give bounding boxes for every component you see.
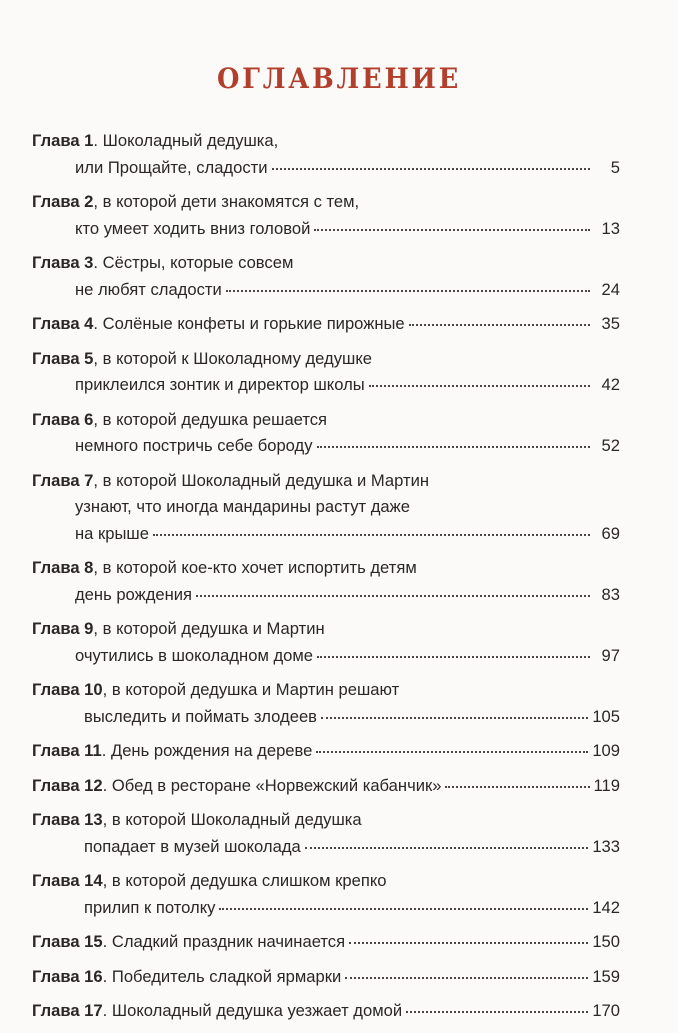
chapter-separator: . bbox=[93, 131, 99, 150]
dot-leader bbox=[321, 717, 588, 719]
chapter-title-line: в которой дети знакомятся с тем, bbox=[102, 192, 360, 211]
page-number: 5 bbox=[610, 157, 620, 177]
dot-leader bbox=[445, 786, 589, 788]
chapter-label: Глава 3 bbox=[32, 253, 94, 272]
page-number: 24 bbox=[601, 279, 620, 299]
page-number: 119 bbox=[593, 775, 620, 795]
chapter-label: Глава 1 bbox=[32, 131, 94, 150]
toc-entry[interactable] bbox=[32, 677, 620, 730]
chapter-separator: . bbox=[102, 775, 108, 795]
dot-leader bbox=[349, 942, 588, 944]
chapter-label: Глава 17 bbox=[32, 1001, 103, 1020]
chapter-title-line: в которой к Шоколадному дедушке bbox=[102, 348, 372, 368]
chapter-separator: , bbox=[93, 558, 99, 577]
page-number: 42 bbox=[601, 375, 620, 394]
toc-entry[interactable] bbox=[32, 346, 620, 399]
dot-leader bbox=[314, 229, 590, 231]
toc-entry[interactable] bbox=[32, 998, 620, 1025]
chapter-separator: , bbox=[93, 470, 99, 490]
toc-entry[interactable] bbox=[32, 311, 620, 338]
chapter-label: Глава 9 bbox=[32, 619, 94, 638]
dot-leader bbox=[196, 595, 590, 597]
toc-entry[interactable] bbox=[32, 250, 620, 303]
toc-entry[interactable] bbox=[32, 773, 620, 800]
chapter-title-line: в которой кое-кто хочет испортить детям bbox=[102, 558, 417, 577]
chapter-title-line: Шоколадный дедушка, bbox=[102, 131, 279, 150]
page-number: 133 bbox=[592, 836, 620, 856]
chapter-title-line: в которой дедушка и Мартин решают bbox=[111, 680, 400, 699]
chapter-title-line: Шоколадный дедушка уезжает домой bbox=[111, 1001, 403, 1020]
chapter-title-line: прилип к потолку bbox=[84, 897, 216, 917]
chapter-label: Глава 2 bbox=[32, 192, 94, 211]
chapter-title-line: узнают, что иногда мандарины растут даже bbox=[75, 497, 410, 516]
dot-leader bbox=[409, 324, 590, 326]
chapter-separator: , bbox=[93, 619, 99, 638]
chapter-title-line: очутились в шоколадном доме bbox=[75, 645, 314, 665]
chapter-label: Глава 11 bbox=[32, 741, 102, 760]
toc-entry[interactable] bbox=[32, 807, 620, 860]
chapter-title-line: в которой дедушка слишком крепко bbox=[111, 871, 387, 890]
toc-entry[interactable] bbox=[32, 128, 620, 181]
dot-leader bbox=[317, 656, 590, 658]
chapter-separator: . bbox=[101, 741, 107, 760]
chapter-title-line: Солёные конфеты и горькие пирожные bbox=[102, 314, 405, 333]
page-number: 159 bbox=[592, 966, 620, 986]
chapter-title-line: в которой дедушка и Мартин bbox=[102, 619, 325, 638]
page-number: 150 bbox=[592, 932, 620, 951]
chapter-separator: . bbox=[102, 932, 108, 951]
toc-entry[interactable] bbox=[32, 468, 620, 548]
chapter-title-line: в которой Шоколадный дедушка и Мартин bbox=[102, 470, 429, 490]
dot-leader bbox=[406, 1011, 588, 1013]
chapter-separator: , bbox=[93, 348, 99, 368]
page-number: 142 bbox=[592, 897, 620, 917]
chapter-title-line: немного постричь себе бороду bbox=[75, 436, 313, 455]
chapter-title-line: Обед в ресторане «Норвежский кабанчик» bbox=[111, 775, 442, 795]
chapter-title-line: выследить и поймать злодеев bbox=[84, 706, 317, 726]
chapter-separator: . bbox=[93, 253, 99, 272]
page-number: 52 bbox=[601, 436, 620, 455]
page-number: 170 bbox=[592, 1001, 620, 1020]
chapter-title-line: Победитель сладкой ярмарки bbox=[111, 966, 342, 986]
page-number: 105 bbox=[592, 706, 620, 726]
toc-entry[interactable] bbox=[32, 964, 620, 991]
toc-entry[interactable] bbox=[32, 407, 620, 460]
chapter-separator: , bbox=[102, 871, 108, 890]
chapter-title-line: в которой Шоколадный дедушка bbox=[111, 810, 362, 829]
dot-leader bbox=[305, 847, 589, 849]
chapter-label: Глава 16 bbox=[32, 966, 103, 986]
toc-entry[interactable] bbox=[32, 189, 620, 242]
chapter-label: Глава 14 bbox=[32, 871, 103, 890]
chapter-label: Глава 4 bbox=[32, 314, 94, 333]
page-number: 35 bbox=[601, 314, 620, 333]
chapter-title-line: кто умеет ходить вниз головой bbox=[75, 218, 311, 238]
table-of-contents bbox=[32, 128, 620, 1033]
chapter-separator: , bbox=[102, 810, 108, 829]
chapter-title-line: приклеился зонтик и директор школы bbox=[75, 375, 365, 394]
dot-leader bbox=[369, 385, 590, 387]
page-number: 97 bbox=[601, 645, 620, 665]
dot-leader bbox=[272, 168, 590, 170]
chapter-separator: . bbox=[102, 1001, 108, 1020]
chapter-label: Глава 6 bbox=[32, 409, 94, 429]
toc-entry[interactable] bbox=[32, 616, 620, 669]
chapter-separator: , bbox=[93, 409, 99, 429]
chapter-label: Глава 15 bbox=[32, 932, 103, 951]
dot-leader bbox=[219, 908, 588, 910]
dot-leader bbox=[153, 534, 590, 536]
page-number: 109 bbox=[592, 741, 620, 760]
dot-leader bbox=[226, 290, 590, 292]
chapter-label: Глава 7 bbox=[32, 470, 94, 490]
chapter-title-line: не любят сладости bbox=[75, 279, 222, 299]
chapter-title-line: на крыше bbox=[75, 523, 149, 543]
chapter-title-line: Сладкий праздник начинается bbox=[111, 932, 346, 951]
chapter-title-line: в которой дедушка решается bbox=[102, 409, 328, 429]
page-number: 69 bbox=[601, 523, 620, 543]
chapter-separator: , bbox=[93, 192, 99, 211]
dot-leader bbox=[316, 751, 588, 753]
chapter-title-line: попадает в музей шоколада bbox=[84, 836, 301, 856]
chapter-title-line: Сёстры, которые совсем bbox=[102, 253, 294, 272]
chapter-separator: , bbox=[102, 680, 108, 699]
dot-leader bbox=[345, 977, 588, 979]
toc-entry[interactable] bbox=[32, 738, 620, 765]
toc-entry[interactable] bbox=[32, 929, 620, 956]
chapter-label: Глава 12 bbox=[32, 775, 103, 795]
page-number: 13 bbox=[601, 218, 620, 238]
chapter-title-line: день рождения bbox=[75, 584, 193, 604]
toc-entry[interactable] bbox=[32, 868, 620, 921]
chapter-title-line: День рождения на дереве bbox=[110, 741, 313, 760]
toc-entry[interactable] bbox=[32, 555, 620, 608]
chapter-label: Глава 8 bbox=[32, 558, 94, 577]
chapter-label: Глава 10 bbox=[32, 680, 103, 699]
chapter-label: Глава 5 bbox=[32, 348, 94, 368]
chapter-title-line: или Прощайте, сладости bbox=[75, 157, 268, 177]
chapter-separator: . bbox=[93, 314, 99, 333]
chapter-separator: . bbox=[102, 966, 108, 986]
page-number: 83 bbox=[601, 584, 620, 604]
page-title: ОГЛАВЛЕНИЕ bbox=[216, 62, 462, 95]
chapter-label: Глава 13 bbox=[32, 810, 103, 829]
dot-leader bbox=[317, 446, 590, 448]
